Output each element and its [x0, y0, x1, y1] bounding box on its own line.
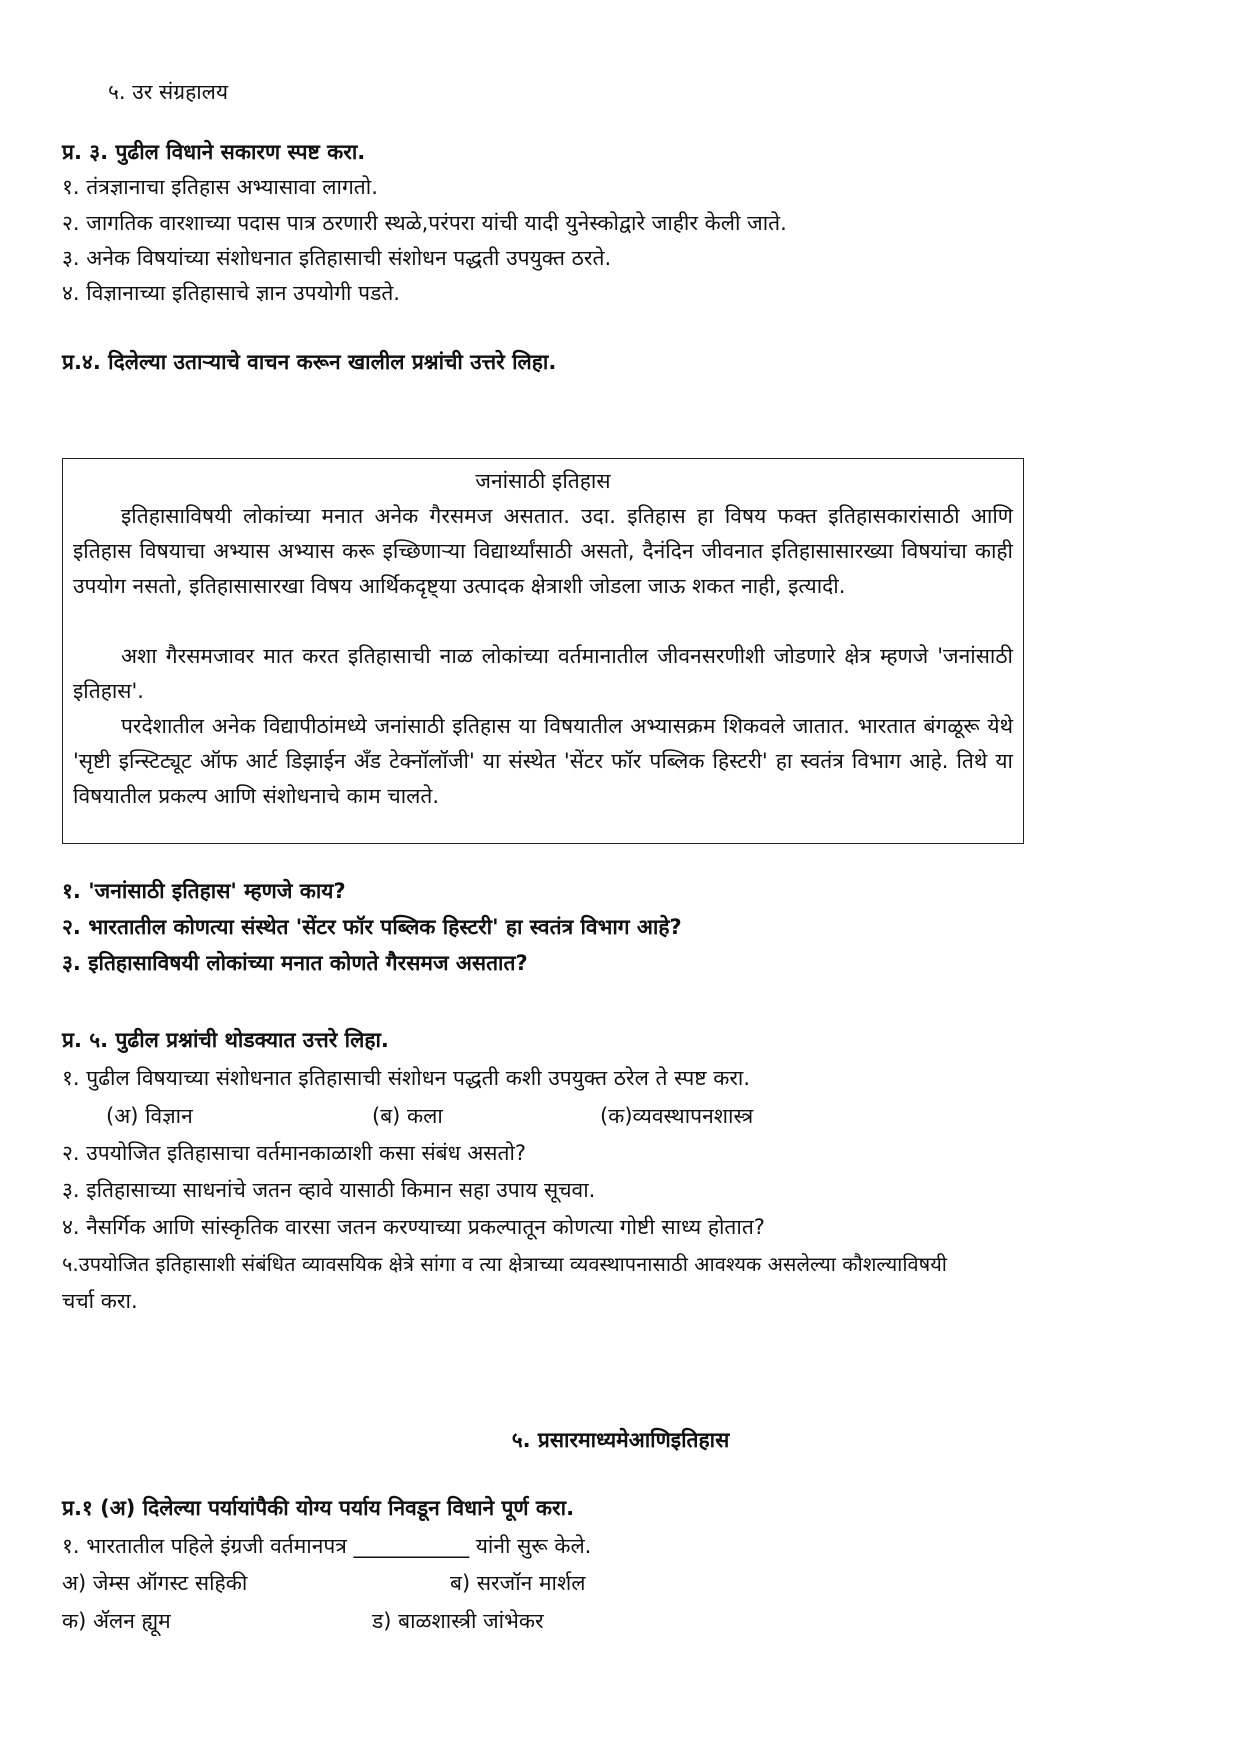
q3-item-2: २. जागतिक वारशाच्या पदास पात्र ठरणारी स्थळे,परंपरा यांची यादी युनेस्कोद्वारे जाहीर केली जाते. [62, 211, 787, 235]
q3-item-1: १. तंत्रज्ञानाचा इतिहास अभ्यासावा लागतो. [62, 175, 378, 199]
c5q1-option-d: ड) बाळशास्त्री जांभेकर [372, 1609, 544, 1633]
q5-item-3: ३. इतिहासाच्या साधनांचे जतन व्हावे यासाठी किमान सहा उपाय सूचवा. [62, 1178, 596, 1202]
q4-title: प्र.४. दिलेल्या उताऱ्याचे वाचन करून खालील प्रश्नांची उत्तरे लिहा. [62, 350, 557, 374]
q5-item-1-option-b: (ब) कला [372, 1104, 443, 1128]
c5q1-item-1: १. भारतातील पहिले इंग्रजी वर्तमानपत्र ___________ यांनी सुरू केले. [62, 1534, 592, 1558]
q4-question-3: ३. इतिहासाविषयी लोकांच्या मनात कोणते गैरसमज असतात? [62, 951, 528, 975]
q3-item-3: ३. अनेक विषयांच्या संशोधनात इतिहासाची संशोधन पद्धती उपयुक्त ठरते. [62, 246, 612, 270]
q5-item-1-option-a: (अ) विज्ञान [106, 1104, 193, 1128]
passage-paragraph-3-text: परदेशातील अनेक विद्यापीठांमध्ये जनांसाठी इतिहास या विषयातील अभ्यासक्रम शिकवले जातात. भारतात बंगळूरू येथे 'सृष्टी इन्स्टिट्यूट ऑफ आर्ट डिझाईन अँड टेक्नॉलॉजी' या संस्थेत 'सेंटर फॉर पब्लिक हिस्टरी' हा स्वतंत्र विभाग आहे. तिथे या विषयातील प्रकल्प आणि संशोधनाचे काम चालते. [73, 714, 1013, 808]
q5-item-5: ५.उपयोजित इतिहासाशी संबंधित व्यावसयिक क्षेत्रे सांगा व त्या क्षेत्राच्या व्यवस्थापनासाठी आवश्यक असलेल्या कौशल्याविषयी [62, 1252, 947, 1276]
q4-question-2: २. भारतातील कोणत्या संस्थेत 'सेंटर फॉर पब्लिक हिस्टरी' हा स्वतंत्र विभाग आहे? [62, 915, 682, 939]
q5-item-5-continued: चर्चा करा. [62, 1289, 138, 1313]
q3-title: प्र. ३. पुढील विधाने सकारण स्पष्ट करा. [62, 140, 366, 164]
q5-item-2: २. उपयोजित इतिहासाचा वर्तमानकाळाशी कसा संबंध असतो? [62, 1141, 527, 1165]
passage-title: जनांसाठी इतिहास [475, 469, 611, 493]
passage-paragraph-1 [73, 499, 1013, 604]
passage-paragraph-1-text: इतिहासाविषयी लोकांच्या मनात अनेक गैरसमज असतात. उदा. इतिहास हा विषय फक्त इतिहासकारांसाठी आणि इतिहास विषयाचा अभ्यास अभ्यास करू इच्छिणाऱ्या विद्यार्थ्यांसाठी असतो, दैनंदिन जीवनात इतिहासासारख्या विषयांचा काही उपयोग नसतो, इतिहासासारखा विषय आर्थिकदृष्ट्या उत्पादक क्षेत्राशी जोडला जाऊ शकत नाही, इत्यादी. [73, 504, 1013, 598]
q4-question-1: १. 'जनांसाठी इतिहास' म्हणजे काय? [62, 879, 346, 903]
q5-title: प्र. ५. पुढील प्रश्नांची थोडक्यात उत्तरे लिहा. [62, 1028, 389, 1052]
c5q1-option-a: अ) जेम्स ऑगस्ट सहिकी [62, 1571, 248, 1595]
top-item: ५. उर संग्रहालय [108, 80, 229, 104]
c5q1-option-b: ब) सरजॉन मार्शल [450, 1571, 586, 1595]
c5q1-option-c: क) ॲलन ह्यूम [62, 1609, 171, 1633]
passage-paragraph-2 [73, 639, 1013, 709]
passage-box [62, 458, 1024, 844]
q3-item-4: ४. विज्ञानाच्या इतिहासाचे ज्ञान उपयोगी पडते. [62, 281, 400, 305]
passage-paragraph-3 [73, 709, 1013, 814]
chapter-heading: ५. प्रसारमाध्यमेआणिइतिहास [511, 1428, 730, 1452]
passage-paragraph-2-text: अशा गैरसमजावर मात करत इतिहासाची नाळ लोकांच्या वर्तमानातील जीवनसरणीशी जोडणारे क्षेत्र म्हणजे 'जनांसाठी इतिहास'. [73, 644, 1013, 703]
q5-item-4: ४. नैसर्गिक आणि सांस्कृतिक वारसा जतन करण्याच्या प्रकल्पातून कोणत्या गोष्टी साध्य होतात? [62, 1215, 765, 1239]
q5-item-1-option-c: (क)व्यवस्थापनशास्त्र [600, 1104, 754, 1128]
q5-item-1: १. पुढील विषयाच्या संशोधनात इतिहासाची संशोधन पद्धती कशी उपयुक्त ठरेल ते स्पष्ट करा. [62, 1066, 751, 1090]
c5q1-title: प्र.१ (अ) दिलेल्या पर्यायांपैकी योग्य पर्याय निवडून विधाने पूर्ण करा. [62, 1496, 575, 1520]
